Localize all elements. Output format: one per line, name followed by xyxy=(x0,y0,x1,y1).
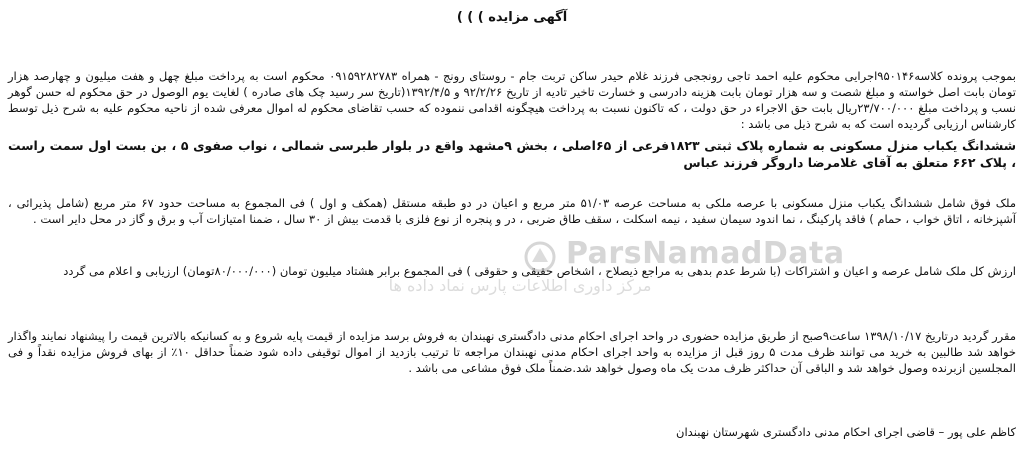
signature: کاظم علی پور – قاضی اجرای احکام مدنی دادگستری شهرستان نهبندان xyxy=(676,425,1016,439)
watermark-subtitle: مرکز داوری اطلاعات پارس نماد داده ها xyxy=(388,276,652,295)
description-paragraph: ملک فوق شامل ششدانگ یکباب منزل مسکونی با عرصه ملکی به مساحت عرصه ۵۱/۰۳ متر مربع و اعیان در دو طبقه مستقل (همکف و اول ) فی المجموع به مساحت حدود ۶۷ متر مربع (شامل پذیرائی ، آشپزخانه ، اتاق خواب ، حمام ) فاقد پارکینگ ، نما اندود سیمان سفید ، نیمه اسکلت ، سقف طاق ضربی ، در و پنجره از نوع فلزی با قدمت بیش از ۳۰ سال ، ضمنا امتیازات آب و برق و گاز در محل دایر است . xyxy=(8,196,1016,226)
watermark-logo-text: ParsNamadData xyxy=(566,236,845,271)
property-paragraph: ششدانگ یکباب منزل مسکونی به شماره پلاک ثبتی ۱۸۲۳فرعی از ۶۵اصلی ، بخش ۹مشهد واقع در بلوار طبرسی شمالی ، نواب صفوی ۵ ، بن بست اول سمت راست ، پلاک ۶۶۲ متعلق به آقای غلامرضا داروگر فرزند عباس xyxy=(8,138,1016,170)
auction-paragraph: مقرر گردید درتاریخ ۱۳۹۸/۱۰/۱۷ ساعت۹صبح از طریق مزایده حضوری در واحد اجرای احکام مدنی دادگستری نهبندان به فروش برسد مزایده از قیمت پایه شروع و به کسانیکه بالاترین قیمت را پیشنهاد نمایند واگذار خواهد شد طالبین به خرید می توانند ظرف مدت ۵ روز قبل از مزایده به واحد اجرای احکام مدنی نهبندان مراجعه تا ترتیب بازدید از اموال توقیفی داده شود ضمناً حداقل ۱۰٪ از بهای فروش مزایده نقداً و فی المجلسین ازبرنده وصول خواهد شد و الباقی آن حداکثر ظرف مدت یک ماه وصول خواهد شد.ضمناً ملک فوق مشاعی می باشد . xyxy=(8,329,1016,375)
value-paragraph: ارزش کل ملک شامل عرصه و اعیان و اشتراکات (با شرط عدم بدهی به مراجع ذیصلاح ، اشخاص حقیقی و حقوقی ) فی المجموع برابر هشتاد میلیون تومان (۸۰/۰۰۰/۰۰۰تومان) ارزیابی و اعلام می گردد xyxy=(63,264,1016,278)
notice-title: آگهی مزایده ) ) ) xyxy=(456,10,568,25)
intro-paragraph: بموجب پرونده کلاسه۹۵۰۱۴۶اجرایی محکوم علیه احمد تاجی رونججی فرزند غلام حیدر ساکن تربت جام - روستای رونج - همراه ۰۹۱۵۹۲۸۲۷۸۳ محکوم است به پرداخت مبلغ چهل و هفت میلیون و چهارصد هزار تومان بابت اصل خواسته و مبلغ شصت و سه هزار تومان بابت هزینه دادرسی و خسارت تاخیر تادیه از تاریخ ۹۲/۲/۲۶ و ۱۳۹۲/۴/۵(تاریخ سر رسید چک های صادره ) لغایت یوم الوصول در حق محکوم له حسن گوهر نسب و پرداخت مبلغ ۲۳/۷۰۰/۰۰۰ریال بابت حق الاجراء در حق دولت ، که تاکنون نسبت به پرداخت هیچگونه اقدامی ننموده که حسب تقاضای محکوم له اموال معرفی شده از ناحیه محکوم علیه به شرح ذیل توسط کارشناس ارزیابی گردیده است که به شرح ذیل می باشد : xyxy=(8,69,1016,131)
